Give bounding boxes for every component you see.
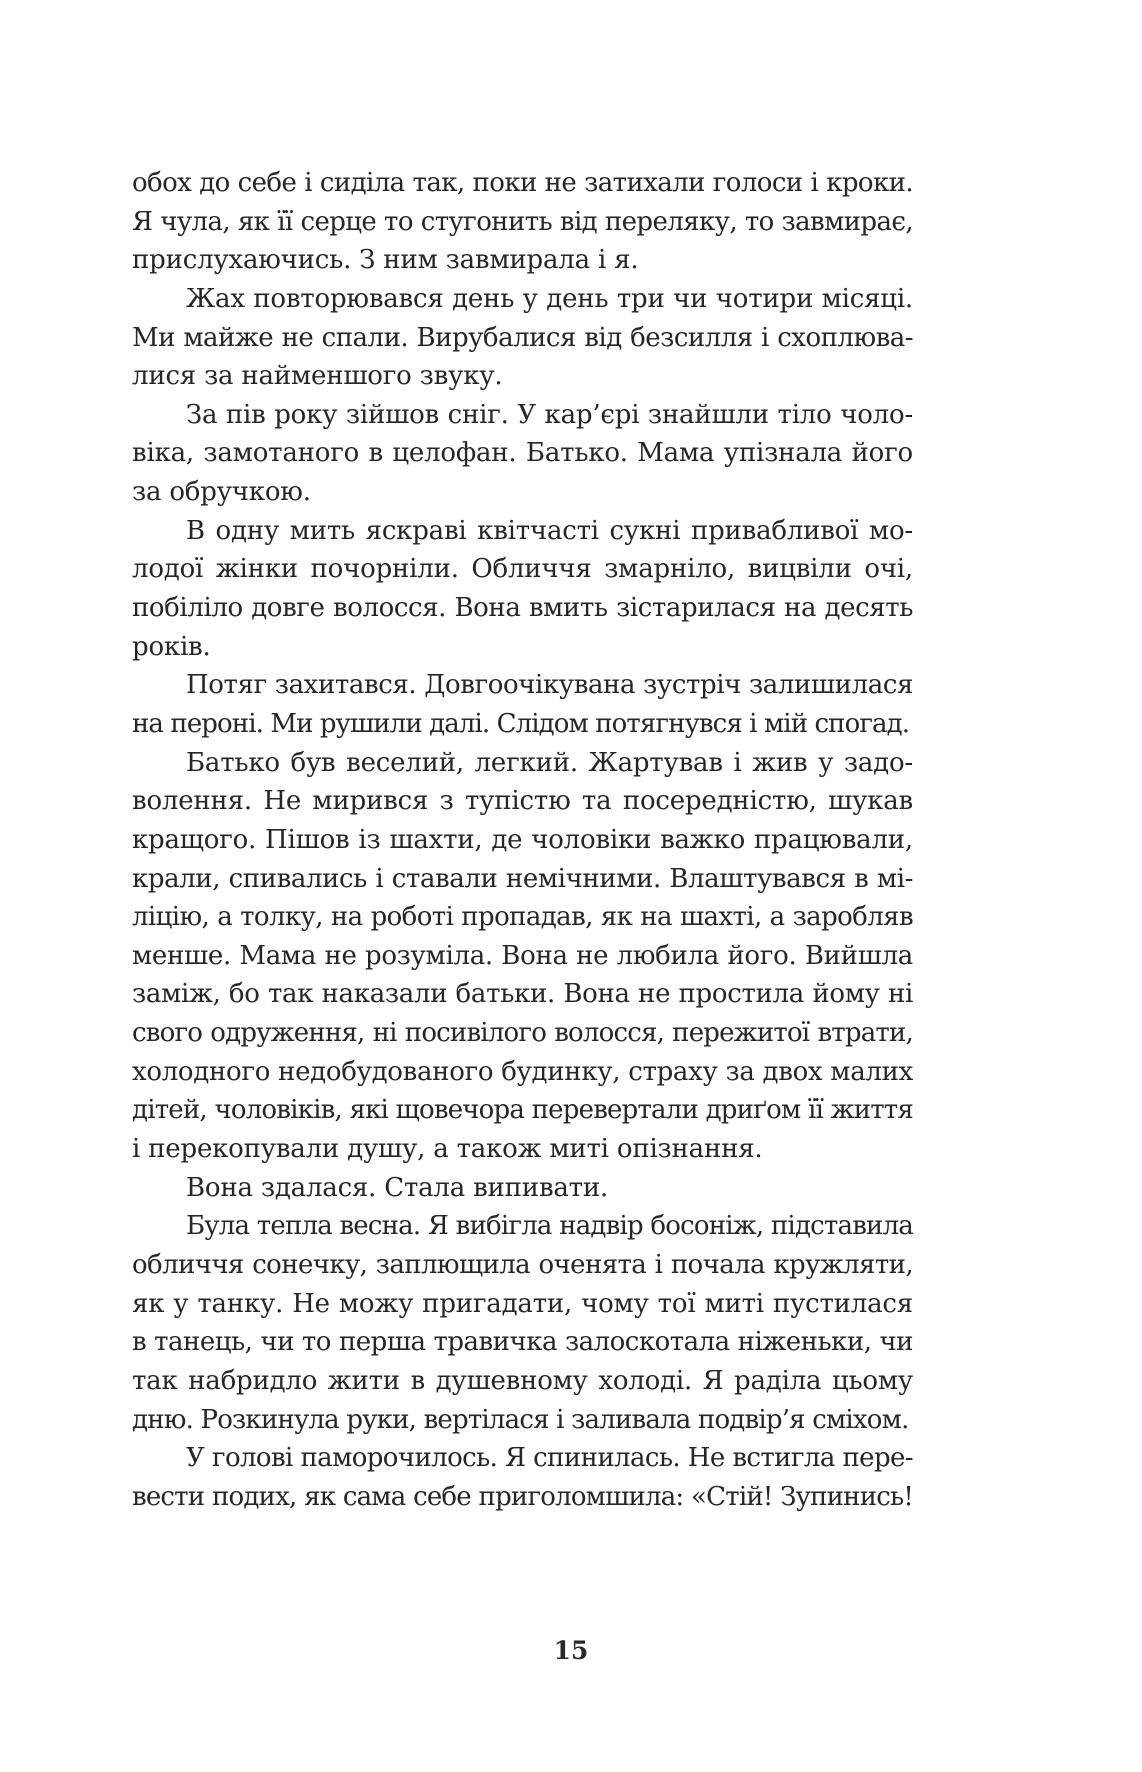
text-line: і перекопували душу, а також миті опізнання.	[132, 1134, 763, 1165]
text-line: крали, спивались і ставали немічними. Влаштувався в мі-	[132, 863, 913, 894]
text-line: В одну мить яскраві квітчасті сукні привабливої мо-	[186, 515, 913, 546]
text-line: У голові паморочилось. Я спинилась. Не встигла пере-	[186, 1443, 913, 1474]
paragraph	[132, 164, 913, 280]
text-line: побіліло довге волосся. Вона вмить зістарилася на десять	[132, 593, 913, 624]
text-line: на пероні. Ми рушили далі. Слідом потягнувся і мій спогад.	[132, 708, 910, 739]
text-line: так набридло жити в душевному холоді. Я раділа цьому	[132, 1365, 913, 1396]
text-line: холодного недобудованого будинку, страху за двох малих	[132, 1056, 913, 1087]
text-line: Вона здалася. Стала випивати.	[186, 1172, 609, 1203]
body-text	[132, 164, 913, 1516]
text-line: свого одруження, ні посивілого волосся, пережитої втрати,	[132, 1018, 913, 1049]
paragraph	[132, 1439, 913, 1516]
paragraph	[132, 396, 913, 512]
text-line: в танець, чи то перша травичка залоскотала ніженьки, чи	[132, 1327, 913, 1358]
text-line: волення. Не мирився з тупістю та посередністю, шукав	[132, 786, 913, 817]
text-line: За пів року зійшов сніг. У кар’єрі знайшли тіло чоло-	[186, 399, 913, 430]
text-line: лися за найменшого звуку.	[132, 361, 503, 392]
paragraph	[132, 1207, 913, 1439]
text-line: лодої жінки почорніли. Обличчя змарніло, вицвіли очі,	[132, 554, 913, 585]
text-line: віка, замотаного в целофан. Батько. Мама упізнала його	[132, 438, 913, 469]
text-line: дітей, чоловіків, які щовечора перевертали дриґом її життя	[132, 1095, 913, 1126]
text-line: Я чула, як її серце то стугонить від переляку, то завмирає,	[132, 206, 913, 237]
text-line: за обручкою.	[132, 477, 311, 508]
text-line: прислухаючись. З ним завмирала і я.	[132, 245, 639, 276]
paragraph	[132, 744, 913, 1169]
text-line: дню. Розкинула руки, вертілася і заливала подвір’я сміхом.	[132, 1404, 909, 1435]
text-line: обох до себе і сиділа так, поки не затихали голоси і кроки.	[132, 168, 913, 198]
text-line: Ми майже не спали. Вирубалися від безсилля і схоплюва-	[132, 322, 913, 353]
text-line: обличчя сонечку, заплющила оченята і почала кружляти,	[132, 1249, 913, 1280]
text-line: менше. Мама не розуміла. Вона не любила його. Вийшла	[132, 940, 913, 971]
paragraph	[132, 1169, 913, 1208]
text-line: Батько був веселий, легкий. Жартував і жив у задо-	[186, 747, 913, 778]
text-line: ліцію, а толку, на роботі пропадав, як на шахті, а заробляв	[132, 902, 913, 933]
page-number: 15	[553, 1636, 589, 1665]
text-line: заміж, бо так наказали батьки. Вона не простила йому ні	[132, 979, 913, 1010]
text-line: як у танку. Не можу пригадати, чому тої миті пустилася	[132, 1288, 913, 1319]
paragraph	[132, 280, 913, 396]
text-line: кращого. Пішов із шахти, де чоловіки важко працювали,	[132, 824, 913, 855]
text-line: Жах повторювався день у день три чи чотири місяці.	[186, 283, 913, 314]
text-line: Була тепла весна. Я вибігла надвір босоніж, підставила	[186, 1211, 913, 1242]
paragraph	[132, 512, 913, 667]
paragraph	[132, 666, 913, 743]
text-line: вести подих, як сама себе приголомшила: «Стій! Зупинись!	[132, 1481, 913, 1512]
text-line: років.	[132, 631, 211, 662]
text-line: Потяг захитався. Довгоочікувана зустріч залишилася	[186, 670, 913, 701]
